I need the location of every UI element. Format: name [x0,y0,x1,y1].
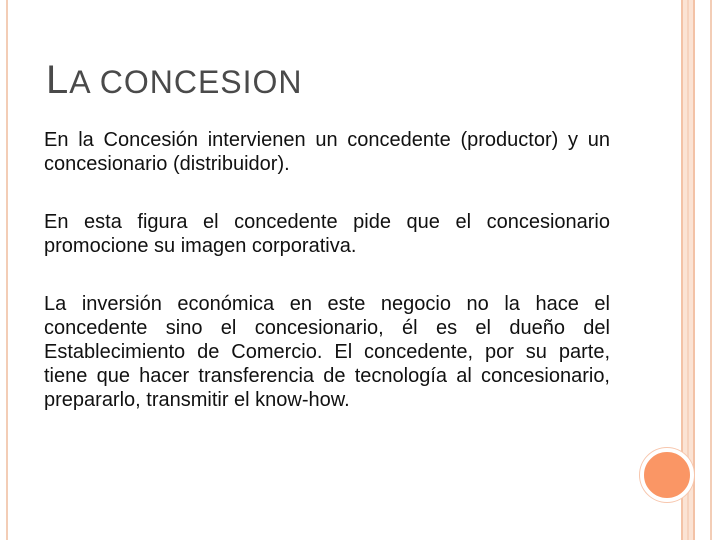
orange-circle-accent [640,448,694,502]
slide-title [46,58,303,103]
slide-body [44,128,610,446]
paragraph-3: La inversión económica en este negocio no la hace el concedente sino el concesionario, él es el dueño del Establecimiento de Comercio. El concedente, por su parte, tiene que hacer transferencia de tecnología al concesionario, prepararlo, transmitir el know-how. [44,293,610,411]
right-border-line [710,0,712,540]
left-border-line [6,0,8,540]
paragraph-2: En esta figura el concedente pide que el concesionario promocione su imagen corporativa. [44,211,610,257]
slide-title-rest: A CONCESION [69,64,303,100]
slide-title-initial: L [46,58,70,102]
paragraph-1: En la Concesión intervienen un concedente (productor) y un concesionario (distribuidor). [44,129,610,175]
